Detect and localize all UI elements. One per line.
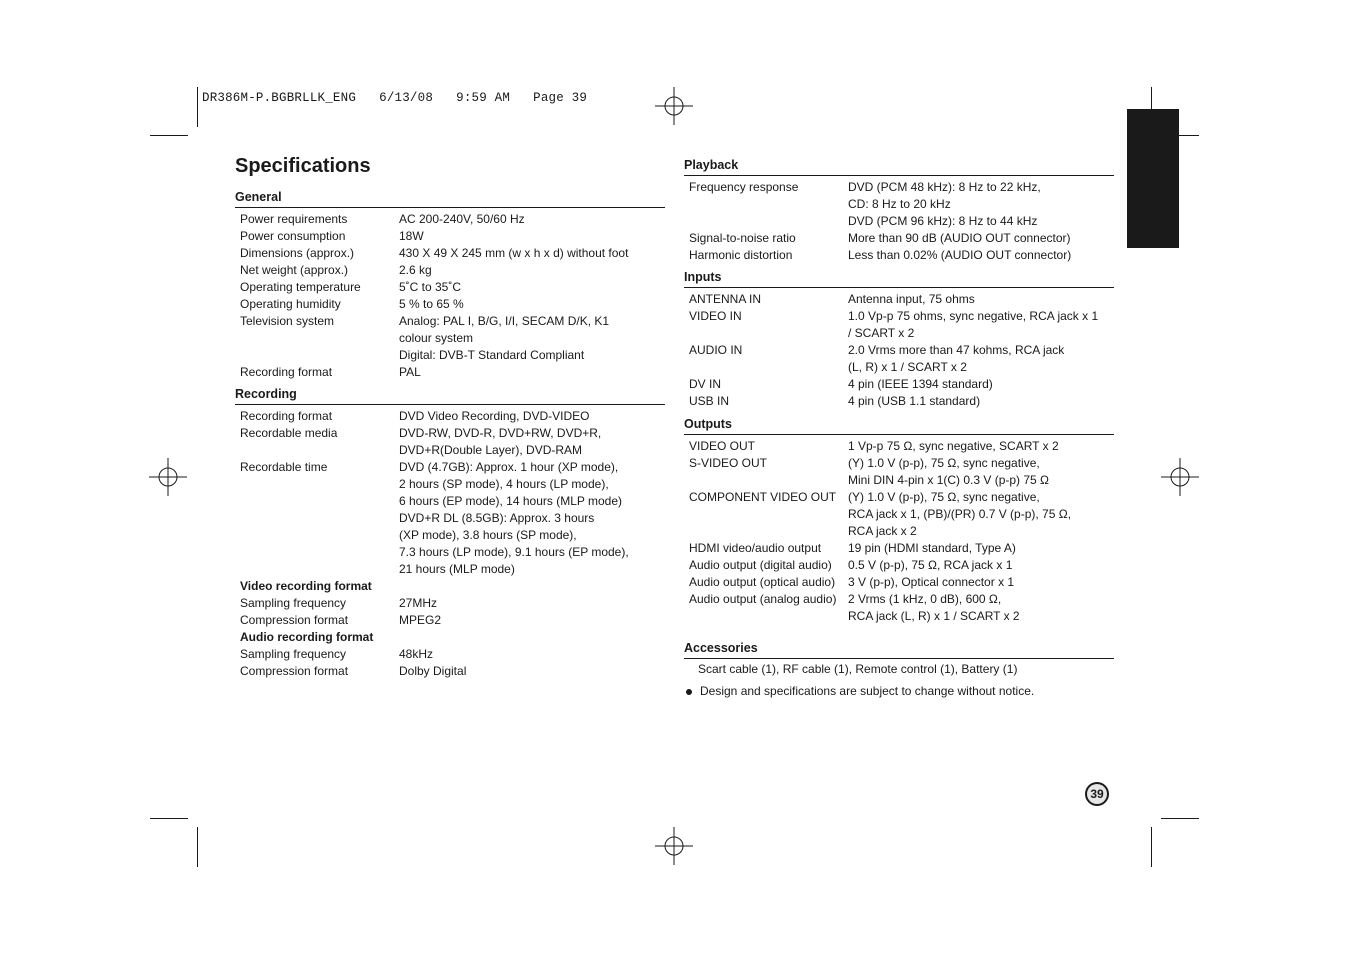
spec-list-recording — [235, 405, 665, 578]
registration-mark-icon — [1161, 458, 1199, 496]
spec-value-line: PAL — [399, 365, 421, 379]
spec-value — [848, 438, 1114, 455]
spec-value-line: 2 Vrms (1 kHz, 0 dB), 600 Ω, — [848, 592, 1002, 606]
spec-value-line: DVD (4.7GB): Approx. 1 hour (XP mode), — [399, 460, 619, 474]
spec-row — [235, 364, 665, 381]
section-heading-outputs: Outputs — [684, 416, 1114, 435]
section-heading-inputs: Inputs — [684, 269, 1114, 288]
spec-value — [848, 308, 1114, 342]
spec-label: Recordable media — [240, 426, 338, 440]
spec-value-line: (Y) 1.0 V (p-p), 75 Ω, sync negative, — [848, 456, 1040, 470]
spec-value-line: 19 pin (HDMI standard, Type A) — [848, 541, 1016, 555]
spec-value-line: 6 hours (EP mode), 14 hours (MLP mode) — [399, 494, 622, 508]
spec-label: Compression format — [240, 613, 349, 627]
spec-list-audio-recording — [235, 646, 665, 680]
spec-value-line: DVD (PCM 48 kHz): 8 Hz to 22 kHz, — [848, 180, 1041, 194]
spec-value-line: DVD+R DL (8.5GB): Approx. 3 hours — [399, 511, 595, 525]
spec-value — [399, 313, 665, 364]
spec-label: Signal-to-noise ratio — [689, 231, 796, 245]
spec-value — [399, 296, 665, 313]
spec-value-line: Dolby Digital — [399, 664, 467, 678]
spec-value-line: Less than 0.02% (AUDIO OUT connector) — [848, 248, 1072, 262]
spec-label: Audio output (digital audio) — [689, 558, 832, 572]
spec-label: Operating humidity — [240, 297, 341, 311]
spec-row — [235, 612, 665, 629]
spec-row — [684, 393, 1114, 410]
spec-value — [399, 262, 665, 279]
spec-value-line: CD: 8 Hz to 20 kHz — [848, 197, 951, 211]
right-column — [684, 157, 1114, 700]
spec-value-line: 1 Vp-p 75 Ω, sync negative, SCART x 2 — [848, 439, 1059, 453]
spec-label: Audio output (optical audio) — [689, 575, 836, 589]
spec-value-line: Digital: DVB-T Standard Compliant — [399, 348, 585, 362]
subheading-video-recording: Video recording format — [240, 579, 372, 593]
spec-list-playback — [684, 176, 1114, 264]
spec-value-line: 3 V (p-p), Optical connector x 1 — [848, 575, 1015, 589]
page-title: Specifications — [235, 155, 371, 177]
crop-mark — [150, 818, 188, 819]
spec-value — [848, 455, 1114, 489]
accessories-text: Scart cable (1), RF cable (1), Remote control (1), Battery (1) — [698, 662, 1018, 676]
spec-value-line: colour system — [399, 331, 474, 345]
spec-value-line: (XP mode), 3.8 hours (SP mode), — [399, 528, 577, 542]
spec-list-video-recording — [235, 595, 665, 629]
spec-label: Sampling frequency — [240, 647, 347, 661]
spec-row — [684, 376, 1114, 393]
spec-row — [235, 228, 665, 245]
spec-row — [684, 230, 1114, 247]
section-heading-playback: Playback — [684, 157, 1114, 176]
spec-row — [235, 595, 665, 612]
spec-value-line: AC 200-240V, 50/60 Hz — [399, 212, 525, 226]
spec-label: AUDIO IN — [689, 343, 743, 357]
spec-label: Recordable time — [240, 460, 328, 474]
spec-value — [399, 663, 665, 680]
spec-value — [848, 591, 1114, 625]
spec-value — [848, 557, 1114, 574]
spec-value-line: / SCART x 2 — [848, 326, 915, 340]
spec-value-line: DVD Video Recording, DVD-VIDEO — [399, 409, 590, 423]
spec-value — [848, 247, 1114, 264]
spec-label: S-VIDEO OUT — [689, 456, 768, 470]
spec-label: Recording format — [240, 409, 333, 423]
spec-value-line: Mini DIN 4-pin x 1(C) 0.3 V (p-p) 75 Ω — [848, 473, 1050, 487]
spec-value-line: DVD+R(Double Layer), DVD-RAM — [399, 443, 583, 457]
spec-value-line: Analog: PAL I, B/G, I/I, SECAM D/K, K1 — [399, 314, 610, 328]
crop-mark — [1161, 818, 1199, 819]
spec-label: HDMI video/audio output — [689, 541, 822, 555]
spec-value-line: 2.0 Vrms more than 47 kohms, RCA jack — [848, 343, 1065, 357]
spec-row — [235, 296, 665, 313]
spec-label: Compression format — [240, 664, 349, 678]
spec-label: Power consumption — [240, 229, 346, 243]
spec-value — [848, 291, 1114, 308]
crop-mark — [197, 827, 198, 867]
spec-row — [684, 591, 1114, 625]
spec-row — [684, 455, 1114, 489]
spec-label: Audio output (analog audio) — [689, 592, 837, 606]
spec-label: Operating temperature — [240, 280, 361, 294]
spec-value-line: 21 hours (MLP mode) — [399, 562, 515, 576]
spec-label: Net weight (approx.) — [240, 263, 349, 277]
spec-value-line: DVD-RW, DVD-R, DVD+RW, DVD+R, — [399, 426, 602, 440]
spec-label: Sampling frequency — [240, 596, 347, 610]
section-tab — [1127, 109, 1179, 248]
subheading-audio-recording: Audio recording format — [240, 630, 374, 644]
spec-value-line: 2 hours (SP mode), 4 hours (LP mode), — [399, 477, 609, 491]
spec-value — [399, 279, 665, 296]
spec-row — [684, 179, 1114, 230]
spec-value — [848, 540, 1114, 557]
spec-value-line: Antenna input, 75 ohms — [848, 292, 975, 306]
spec-value-line: RCA jack x 2 — [848, 524, 917, 538]
spec-value — [848, 230, 1114, 247]
spec-row — [684, 342, 1114, 376]
spec-label: Television system — [240, 314, 335, 328]
spec-row — [684, 557, 1114, 574]
spec-row — [684, 247, 1114, 264]
spec-row — [235, 459, 665, 578]
spec-list-outputs — [684, 435, 1114, 625]
spec-row — [235, 245, 665, 262]
spec-value-line: (L, R) x 1 / SCART x 2 — [848, 360, 967, 374]
section-heading-accessories: Accessories — [684, 640, 1114, 659]
spec-row — [235, 211, 665, 228]
page-number: 39 — [1087, 784, 1107, 804]
spec-row — [235, 313, 665, 364]
spec-value-line: 1.0 Vp-p 75 ohms, sync negative, RCA jack x 1 — [848, 309, 1099, 323]
spec-value-line: (Y) 1.0 V (p-p), 75 Ω, sync negative, — [848, 490, 1040, 504]
spec-value-line: MPEG2 — [399, 613, 442, 627]
spec-value-line: 430 X 49 X 245 mm (w x h x d) without foot — [399, 246, 629, 260]
spec-value — [848, 489, 1114, 540]
spec-list-inputs — [684, 288, 1114, 410]
section-heading-recording: Recording — [235, 386, 665, 405]
spec-row — [235, 663, 665, 680]
spec-label: DV IN — [689, 377, 722, 391]
footnote-text: Design and specifications are subject to change without notice. — [700, 684, 1035, 698]
spec-row — [235, 262, 665, 279]
spec-row — [235, 279, 665, 296]
spec-value — [399, 408, 665, 425]
section-heading-general: General — [235, 189, 665, 208]
spec-value — [399, 245, 665, 262]
spec-list-general — [235, 208, 665, 381]
crop-mark — [150, 135, 188, 136]
spec-row — [235, 646, 665, 663]
spec-value-line: 0.5 V (p-p), 75 Ω, RCA jack x 1 — [848, 558, 1013, 572]
spec-value-line: DVD (PCM 96 kHz): 8 Hz to 44 kHz — [848, 214, 1038, 228]
spec-row — [235, 425, 665, 459]
spec-label: ANTENNA IN — [689, 292, 762, 306]
spec-value-line: RCA jack x 1, (PB)/(PR) 0.7 V (p-p), 75 Ω, — [848, 507, 1072, 521]
page-number-badge — [1085, 782, 1109, 806]
spec-value-line: 18W — [399, 229, 424, 243]
spec-value — [848, 393, 1114, 410]
spec-label: VIDEO OUT — [689, 439, 756, 453]
spec-value — [399, 459, 665, 578]
spec-value — [848, 574, 1114, 591]
spec-label: Harmonic distortion — [689, 248, 793, 262]
spec-value — [399, 364, 665, 381]
spec-label: COMPONENT VIDEO OUT — [689, 490, 837, 504]
registration-mark-icon — [655, 827, 693, 865]
spec-value-line: 5 % to 65 % — [399, 297, 464, 311]
spec-value — [399, 425, 665, 459]
spec-value-line: 4 pin (USB 1.1 standard) — [848, 394, 981, 408]
spec-value-line: 2.6 kg — [399, 263, 432, 277]
left-column — [235, 189, 665, 680]
spec-value — [848, 376, 1114, 393]
crop-mark — [197, 87, 198, 127]
spec-value — [848, 342, 1114, 376]
spec-row — [684, 574, 1114, 591]
spec-row — [684, 489, 1114, 540]
spec-label: VIDEO IN — [689, 309, 742, 323]
spec-value — [399, 646, 665, 663]
spec-label: Frequency response — [689, 180, 799, 194]
spec-label: USB IN — [689, 394, 730, 408]
spec-value-line: 27MHz — [399, 596, 438, 610]
print-slug: DR386M-P.BGBRLLK_ENG 6/13/08 9:59 AM Page 39 — [202, 91, 588, 105]
spec-value — [399, 228, 665, 245]
spec-value-line: 7.3 hours (LP mode), 9.1 hours (EP mode), — [399, 545, 629, 559]
spec-row — [684, 540, 1114, 557]
spec-value-line: RCA jack (L, R) x 1 / SCART x 2 — [848, 609, 1020, 623]
spec-row — [684, 291, 1114, 308]
spec-value — [399, 211, 665, 228]
registration-mark-icon — [655, 87, 693, 125]
spec-value — [399, 595, 665, 612]
spec-label: Dimensions (approx.) — [240, 246, 355, 260]
spec-label: Power requirements — [240, 212, 348, 226]
spec-value-line: 48kHz — [399, 647, 434, 661]
spec-value — [399, 612, 665, 629]
spec-row — [684, 438, 1114, 455]
footnote — [684, 683, 1114, 700]
registration-mark-icon — [149, 458, 187, 496]
spec-value-line: More than 90 dB (AUDIO OUT connector) — [848, 231, 1071, 245]
spec-row — [235, 408, 665, 425]
spec-value-line: 5˚C to 35˚C — [399, 280, 462, 294]
spec-label: Recording format — [240, 365, 333, 379]
bullet-icon — [686, 689, 692, 695]
spec-value — [848, 179, 1114, 230]
spec-row — [684, 308, 1114, 342]
spec-value-line: 4 pin (IEEE 1394 standard) — [848, 377, 993, 391]
crop-mark — [1151, 827, 1152, 867]
